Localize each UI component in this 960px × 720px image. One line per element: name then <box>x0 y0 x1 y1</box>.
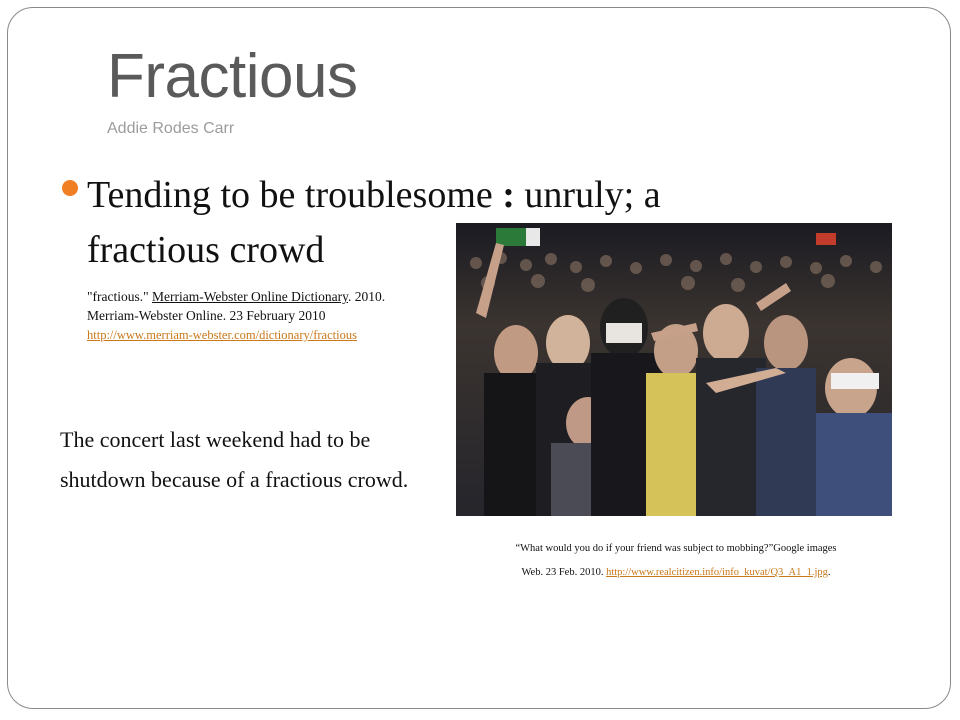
definition-colon: : <box>492 174 525 216</box>
image-citation-line1: “What would you do if your friend was subject to mobbing?”Google images <box>515 543 837 554</box>
definition-text-1: Tending to be troublesome <box>87 174 493 216</box>
bullet-dot-icon <box>62 180 78 196</box>
image-citation-line2 <box>460 561 892 585</box>
citation-prefix: "fractious." <box>87 289 153 304</box>
definition-citation <box>87 287 417 345</box>
image-citation-suffix: . <box>827 567 831 578</box>
citation-source: Merriam-Webster Online Dictionary <box>152 289 348 304</box>
slide-subtitle: Addie Rodes Carr <box>107 120 235 137</box>
citation-link[interactable]: http://www.merriam-webster.com/dictionary/fractious <box>87 328 357 342</box>
crowd-photo <box>456 223 892 516</box>
citation-rest: . 2010. Merriam-Webster Online. 23 February 2010 <box>87 289 386 323</box>
example-sentence: The concert last weekend had to be shutdown because of a fractious crowd. <box>60 427 409 492</box>
image-citation <box>460 537 892 585</box>
definition-text-2: unruly; a fractious crowd <box>87 174 661 271</box>
image-citation-prefix: Web. 23 Feb. 2010. <box>521 567 607 578</box>
slide-title: Fractious <box>107 42 358 111</box>
image-citation-link[interactable]: http://www.realcitizen.info/info_kuvat/Q3_A1_1.jpg <box>606 567 828 578</box>
